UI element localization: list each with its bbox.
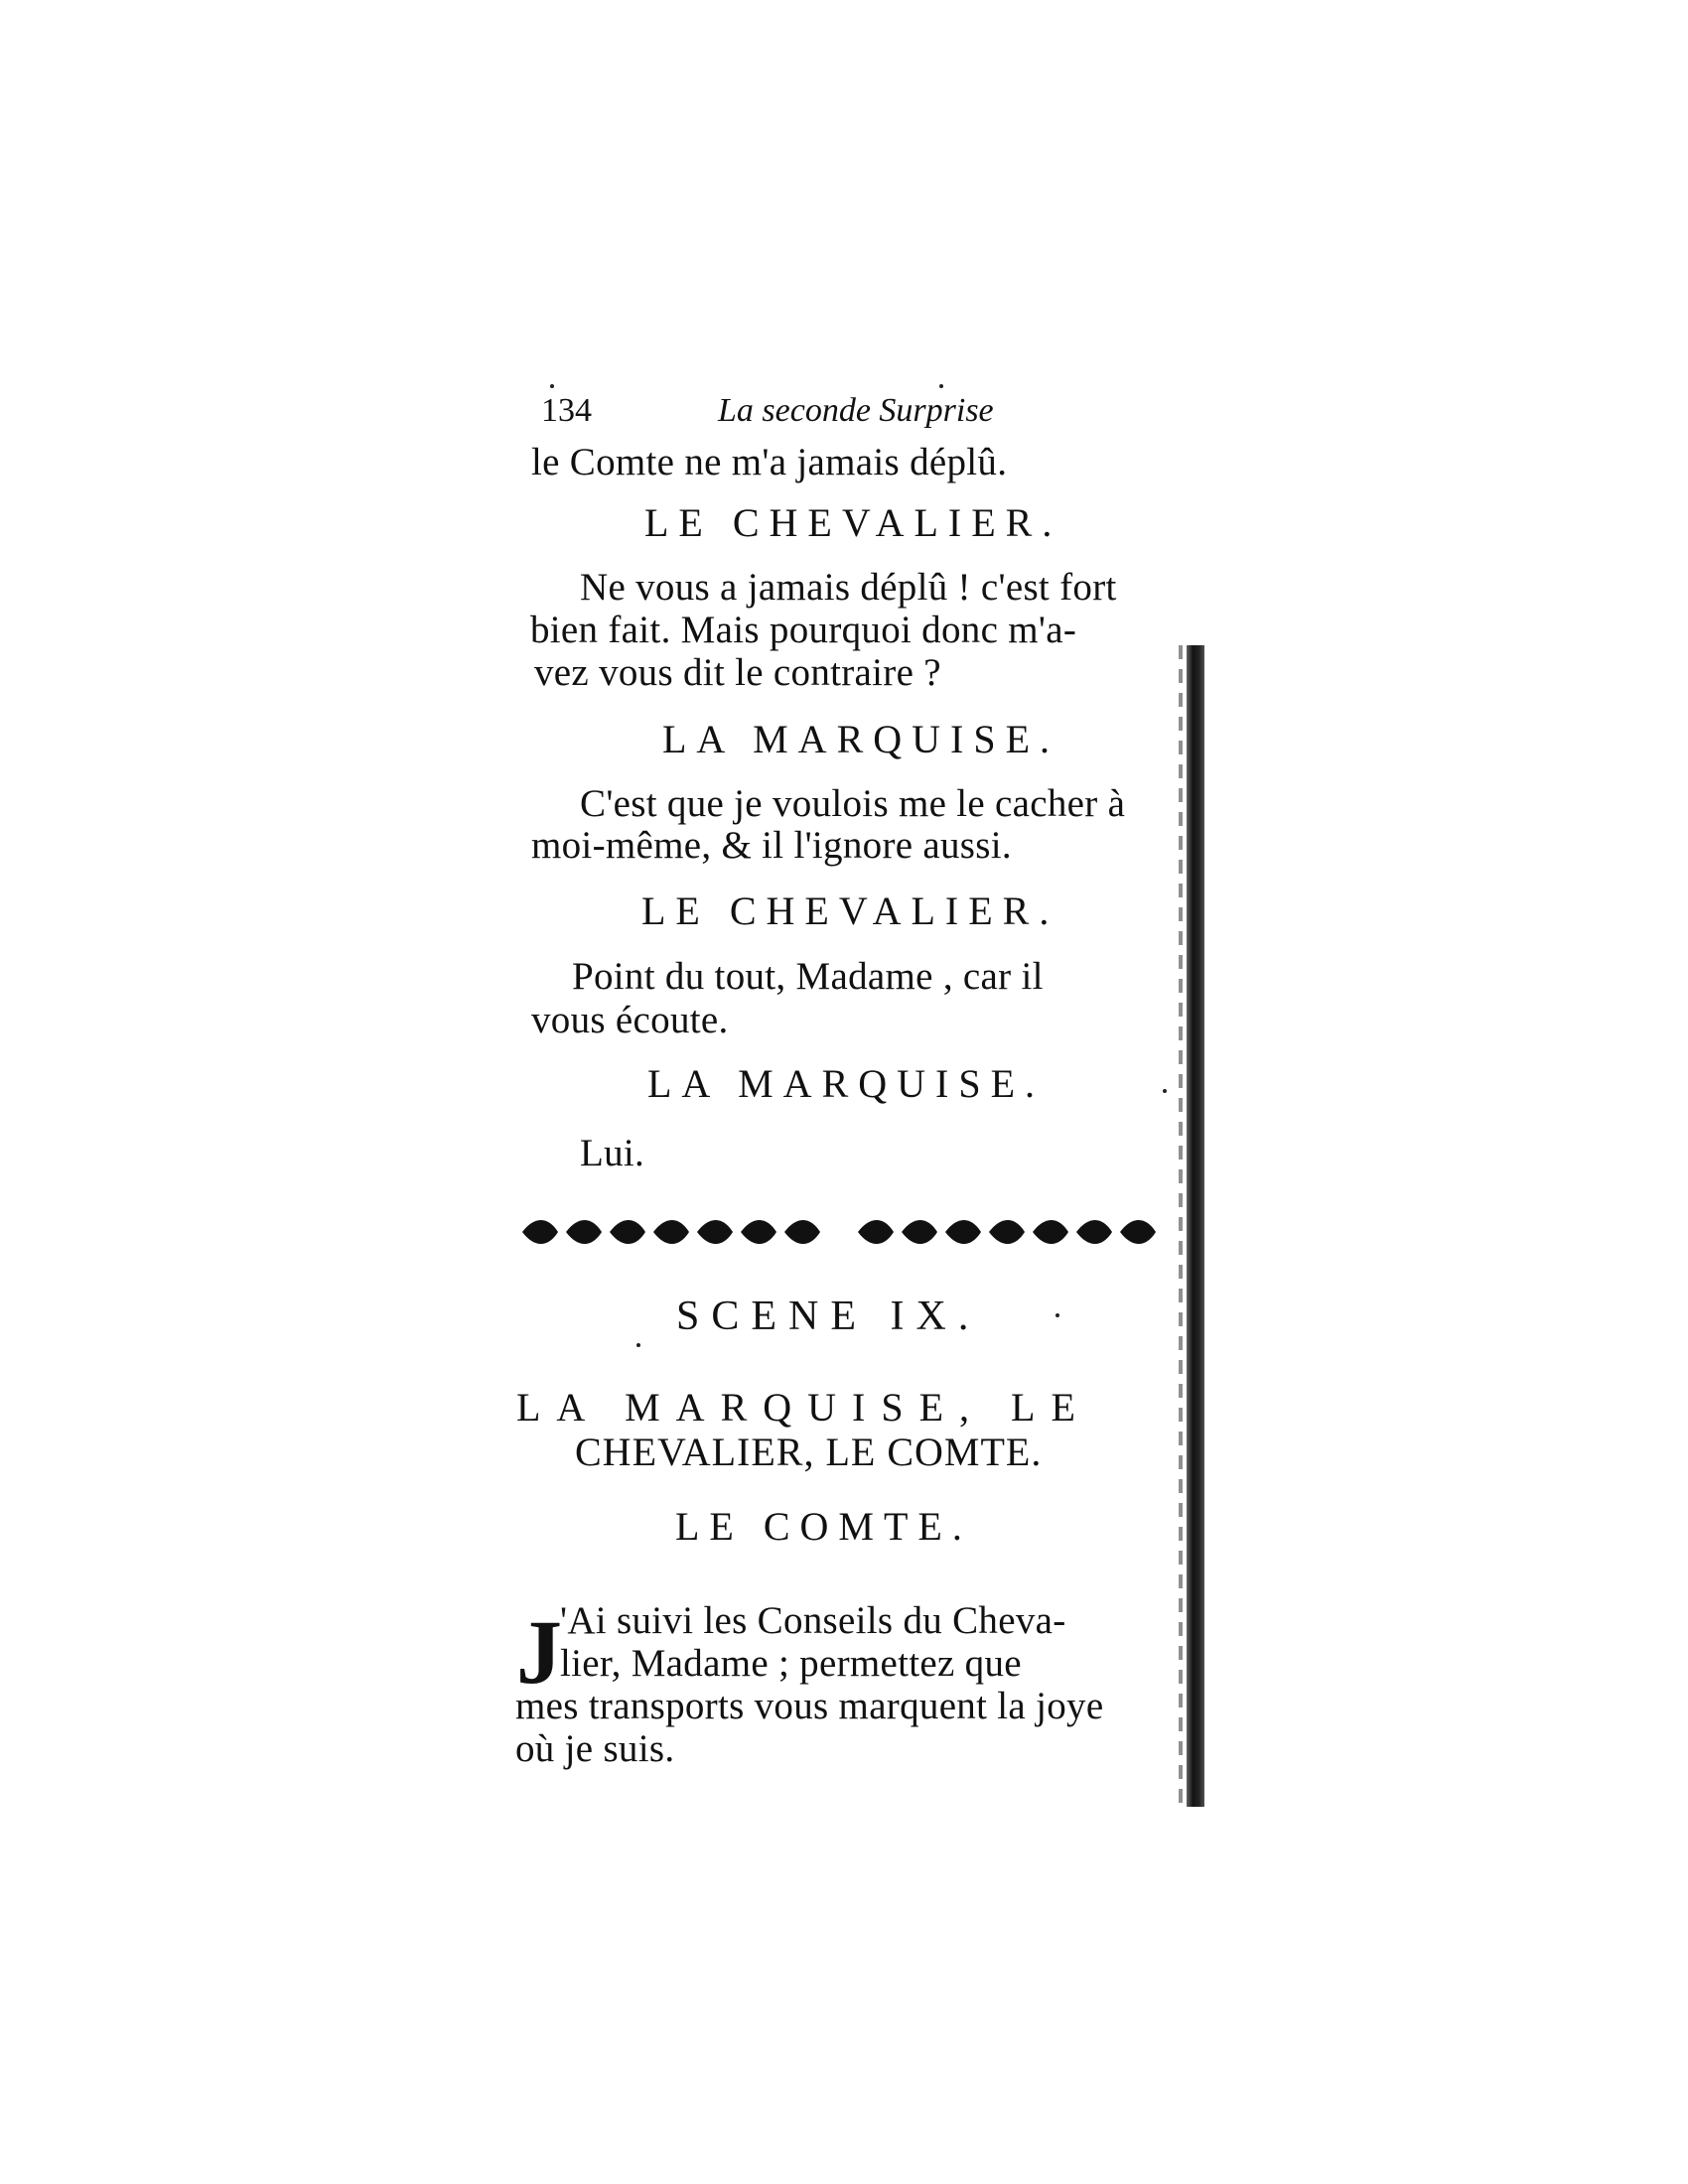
speaker-heading-marquise-2: LA MARQUISE.: [647, 1061, 1046, 1106]
drop-cap: J: [516, 1601, 562, 1703]
text-line-5: C'est que je voulois me le cacher à: [580, 782, 1126, 825]
ornament-mark: [1091, 1224, 1097, 1240]
ornament-glyphs: [522, 1220, 1156, 1244]
ornament-mark: [1048, 1224, 1054, 1240]
speaker-heading-marquise-1: LA MARQUISE.: [662, 717, 1060, 761]
ink-speck: [1055, 1313, 1059, 1317]
running-title: La seconde Surprise: [718, 392, 994, 429]
ornament-mark: [1004, 1224, 1010, 1240]
ink-speck: [1163, 1089, 1167, 1093]
ornament-mark: [668, 1224, 674, 1240]
text-line-4: vez vous dit le contraire ?: [534, 651, 941, 694]
ink-speck: [939, 384, 943, 388]
text-line-13: où je suis.: [515, 1727, 675, 1770]
text-line-12: mes transports vous marquent la joye: [515, 1685, 1104, 1727]
ornament-mark: [712, 1224, 718, 1240]
ornament-mark: [916, 1224, 922, 1240]
cast-line-1: LA MARQUISE, LE: [516, 1385, 1091, 1430]
running-head: [541, 392, 1048, 440]
ornament-cross-marks: [537, 1224, 1141, 1240]
scene-title: SCENE IX.: [676, 1294, 981, 1339]
speaker-heading-chevalier-1: LE CHEVALIER.: [644, 500, 1062, 545]
text-line-11: lier, Madame ; permettez que: [560, 1642, 1022, 1685]
page-edge-shadow: [1187, 645, 1204, 1807]
text-line-2: Ne vous a jamais déplû ! c'est fort: [580, 566, 1117, 609]
ornament-mark: [537, 1224, 543, 1240]
text-line-6: moi-même, & il l'ignore aussi.: [531, 824, 1012, 867]
speaker-heading-chevalier-2: LE CHEVALIER.: [641, 888, 1059, 933]
ornament-mark: [799, 1224, 805, 1240]
text-line-9: Lui.: [580, 1132, 645, 1174]
cast-line-2: CHEVALIER, LE COMTE.: [575, 1430, 1043, 1474]
ornament-mark: [960, 1224, 966, 1240]
ornament-mark: [625, 1224, 631, 1240]
ink-speck: [636, 1343, 640, 1347]
text-line-1: le Comte ne m'a jamais déplû.: [531, 441, 1008, 483]
speaker-heading-comte: LE COMTE.: [675, 1504, 972, 1549]
decorative-ornament-band: [516, 1207, 1162, 1257]
ornament-mark: [756, 1224, 762, 1240]
text-line-7: Point du tout, Madame , car il: [572, 955, 1044, 998]
text-line-10: 'Ai suivi les Conseils du Cheva-: [560, 1599, 1066, 1642]
text-line-8: vous écoute.: [531, 999, 729, 1041]
ornament-mark: [581, 1224, 587, 1240]
page-number: 134: [541, 392, 592, 429]
ornament-mark: [873, 1224, 879, 1240]
text-line-3: bien fait. Mais pourquoi donc m'a-: [530, 609, 1077, 651]
ornament-mark: [1135, 1224, 1141, 1240]
ink-speck: [550, 384, 554, 388]
